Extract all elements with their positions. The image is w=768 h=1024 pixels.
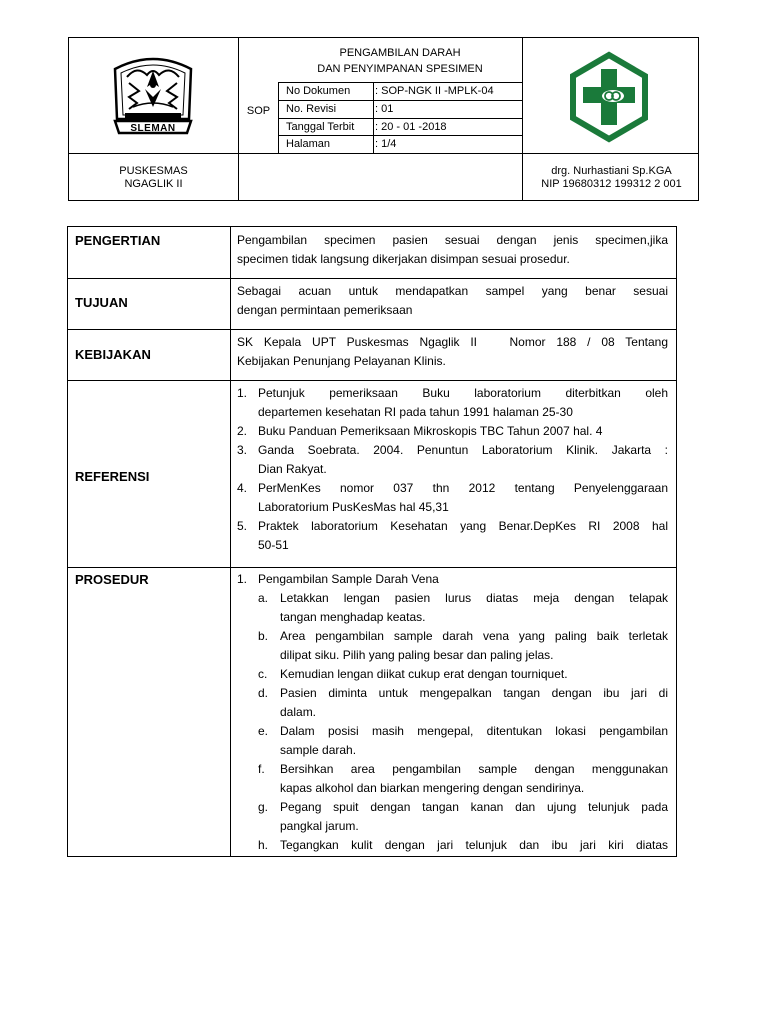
text-line: Area pengambilan sample darah vena yang paling baik terletak	[280, 629, 668, 643]
step-letter: g.	[258, 800, 269, 814]
text-line: Buku Panduan Pemeriksaan Mikroskopis TBC Tahun 2007 hal. 4	[258, 424, 603, 438]
text-line: Dalam posisi masih mengepal, ditentukan lokasi pengambilan	[280, 724, 668, 738]
section-label-tujuan: TUJUAN	[75, 295, 128, 310]
section-label-referensi: REFERENSI	[75, 469, 150, 484]
procedure-step	[237, 684, 668, 722]
procedure-step	[237, 798, 668, 836]
section-text-tujuan	[237, 282, 668, 320]
text-line: kapas alkohol dan biarkan mengering dengan sendirinya.	[280, 781, 585, 795]
step-letter: h.	[258, 838, 269, 852]
document-title	[278, 45, 522, 77]
text-line: Praktek laboratorium Kesehatan yang Benar.DepKes RI 2008 hal	[258, 519, 668, 533]
step-letter: c.	[258, 667, 268, 681]
procedure-heading	[237, 570, 668, 589]
text-line: Sebagai acuan untuk mendapatkan sampel yang benar sesuai	[237, 284, 668, 298]
section-label-kebijakan: KEBIJAKAN	[75, 347, 151, 362]
text-line: Kemudian lengan diikat cukup erat dengan tourniquet.	[280, 667, 568, 681]
text-line: Pegang spuit dengan tangan kanan dan ujung telunjuk pada	[280, 800, 668, 814]
signer-name: drg. Nurhastiani Sp.KGA	[551, 165, 672, 177]
table-divider	[68, 380, 676, 381]
text-line: Petunjuk pemeriksaan Buku laboratorium diterbitkan oleh	[258, 386, 668, 400]
field-value-tanggal-terbit: : 20 - 01 -2018	[375, 121, 447, 133]
item-number: 3.	[237, 443, 248, 457]
field-label-tanggal-terbit: Tanggal Terbit	[286, 121, 355, 133]
text-line: tangan menghadap keatas.	[280, 610, 426, 624]
procedure-step	[237, 760, 668, 798]
title-line-2: DAN PENYIMPANAN SPESIMEN	[317, 63, 483, 75]
section-list-prosedur	[237, 570, 668, 855]
text-line: Letakkan lengan pasien lurus diatas meja dengan telapak	[280, 591, 668, 605]
procedure-step	[237, 627, 668, 665]
text-line: Laboratorium PusKesMas hal 45,31	[258, 500, 449, 514]
text-line: Bersihkan area pengambilan sample dengan menggunakan	[280, 762, 668, 776]
header-divider	[69, 153, 698, 154]
section-label-pengertian: PENGERTIAN	[75, 233, 161, 248]
text-line: Ganda Soebrata. 2004. Penuntun Laboratorium Klinik. Jakarta :	[258, 443, 668, 457]
puskesmas-cross-logo	[563, 51, 655, 143]
field-label-halaman: Halaman	[286, 138, 331, 150]
heading-text: Pengambilan Sample Darah Vena	[258, 572, 439, 586]
field-value-no-dokumen: : SOP-NGK II -MPLK-04	[375, 85, 494, 97]
signer-block	[523, 165, 700, 191]
sop-label: SOP	[246, 105, 271, 117]
step-letter: f.	[258, 762, 265, 776]
text-line: PerMenKes nomor 037 thn 2012 tentang Penyelenggaraan	[258, 481, 668, 495]
text-line: SK Kepala UPT Puskesmas Ngaglik II Nomor 188 / 08 Tentang	[237, 335, 668, 349]
sleman-regency-logo	[107, 47, 199, 137]
header-divider	[278, 118, 522, 119]
text-line: Pengambilan specimen pasien sesuai dengan jenis specimen,jika	[237, 233, 668, 247]
text-line: sample darah.	[280, 743, 357, 757]
text-line: Kebijakan Penunjang Pelayanan Klinis.	[237, 354, 446, 368]
field-label-no-revisi: No. Revisi	[286, 103, 337, 115]
table-divider	[68, 567, 676, 568]
step-letter: e.	[258, 724, 269, 738]
section-text-kebijakan	[237, 333, 668, 371]
step-letter: d.	[258, 686, 269, 700]
procedure-step	[237, 836, 668, 855]
section-text-pengertian	[237, 231, 668, 269]
field-value-no-revisi: : 01	[375, 103, 394, 115]
organization-name	[69, 165, 238, 191]
table-divider	[68, 278, 676, 279]
text-line: dengan permintaan pemeriksaan	[237, 303, 413, 317]
org-line-1: PUSKESMAS	[119, 165, 188, 177]
procedure-step	[237, 665, 668, 684]
text-line: dilipat siku. Pilih yang paling besar dan paling jelas.	[280, 648, 554, 662]
field-label-no-dokumen: No Dokumen	[286, 85, 351, 97]
text-line: Pasien diminta untuk mengepalkan tangan dengan ibu jari di	[280, 686, 668, 700]
logo-text: SLEMAN	[130, 123, 176, 134]
list-item	[237, 422, 668, 441]
step-letter: a.	[258, 591, 269, 605]
header-divider	[238, 38, 239, 201]
section-label-prosedur: PROSEDUR	[75, 572, 149, 587]
signer-nip: NIP 19680312 199312 2 001	[541, 178, 682, 190]
text-line: dalam.	[280, 705, 317, 719]
text-line: Dian Rakyat.	[258, 462, 327, 476]
list-item	[237, 441, 668, 479]
list-item	[237, 517, 668, 555]
document-header	[68, 37, 699, 201]
text-line: departemen kesehatan RI pada tahun 1991 halaman 25-30	[258, 405, 573, 419]
header-divider	[278, 100, 522, 101]
item-number: 2.	[237, 424, 248, 438]
step-letter: b.	[258, 629, 269, 643]
text-line: 50-51	[258, 538, 289, 552]
field-value-halaman: : 1/4	[375, 138, 397, 150]
text-line: Tegangkan kulit dengan jari telunjuk dan ibu jari kiri diatas	[280, 838, 668, 852]
org-line-2: NGAGLIK II	[124, 178, 183, 190]
item-number: 5.	[237, 519, 248, 533]
header-divider	[278, 82, 522, 83]
list-item	[237, 479, 668, 517]
list-item	[237, 384, 668, 422]
sop-content-table	[67, 226, 677, 857]
text-line: specimen tidak langsung dikerjakan disimpan sesuai prosedur.	[237, 252, 570, 266]
heading-number: 1.	[237, 572, 248, 586]
title-line-1: PENGAMBILAN DARAH	[339, 47, 461, 59]
text-line: pangkal jarum.	[280, 819, 359, 833]
item-number: 1.	[237, 386, 248, 400]
section-list-referensi	[237, 384, 668, 555]
procedure-step	[237, 589, 668, 627]
table-divider	[68, 329, 676, 330]
procedure-step	[237, 722, 668, 760]
header-divider	[278, 135, 522, 136]
table-divider	[230, 227, 231, 856]
item-number: 4.	[237, 481, 248, 495]
